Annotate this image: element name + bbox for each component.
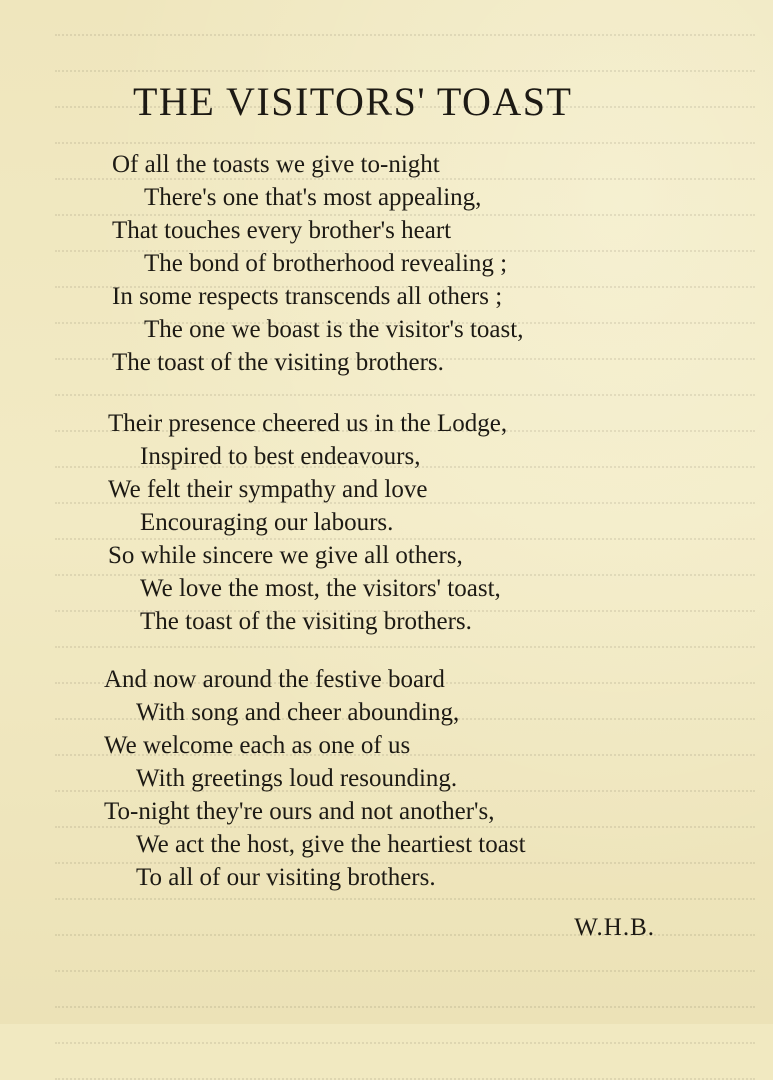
poem-line: Inspired to best endeavours,: [140, 443, 421, 470]
poem-line: Encouraging our labours.: [140, 509, 394, 536]
poem-title: THE VISITORS' TOAST: [133, 79, 573, 124]
poem-line: The toast of the visiting brothers.: [140, 608, 472, 635]
poem-line: To-night they're ours and not another's,: [104, 798, 495, 825]
poem-line: So while sincere we give all others,: [108, 542, 463, 569]
poem-line: That touches every brother's heart: [112, 217, 452, 244]
poem-line: The bond of brotherhood revealing ;: [144, 250, 508, 277]
poem-line: And now around the festive board: [104, 666, 445, 693]
poem-line: We welcome each as one of us: [104, 732, 411, 759]
poem-line: In some respects transcends all others ;: [112, 283, 503, 310]
poem-line: We love the most, the visitors' toast,: [140, 575, 501, 602]
stanza-2: [108, 407, 507, 638]
poem-line: We act the host, give the heartiest toast: [136, 831, 526, 858]
poem-line: Their presence cheered us in the Lodge,: [108, 410, 508, 437]
author-initials: W.H.B.: [574, 914, 655, 941]
poem-line: There's one that's most appealing,: [144, 184, 482, 211]
poem-line: With greetings loud resounding.: [136, 765, 458, 792]
poem-line: Of all the toasts we give to-night: [112, 151, 440, 178]
poem-line: The toast of the visiting brothers.: [112, 349, 444, 376]
poem-line: We felt their sympathy and love: [108, 476, 428, 503]
poem-line: With song and cheer abounding,: [136, 699, 460, 726]
stanza-1: [112, 148, 523, 379]
poem-line: To all of our visiting brothers.: [136, 864, 436, 891]
stanza-3: [104, 663, 526, 894]
poem-line: The one we boast is the visitor's toast,: [144, 316, 524, 343]
